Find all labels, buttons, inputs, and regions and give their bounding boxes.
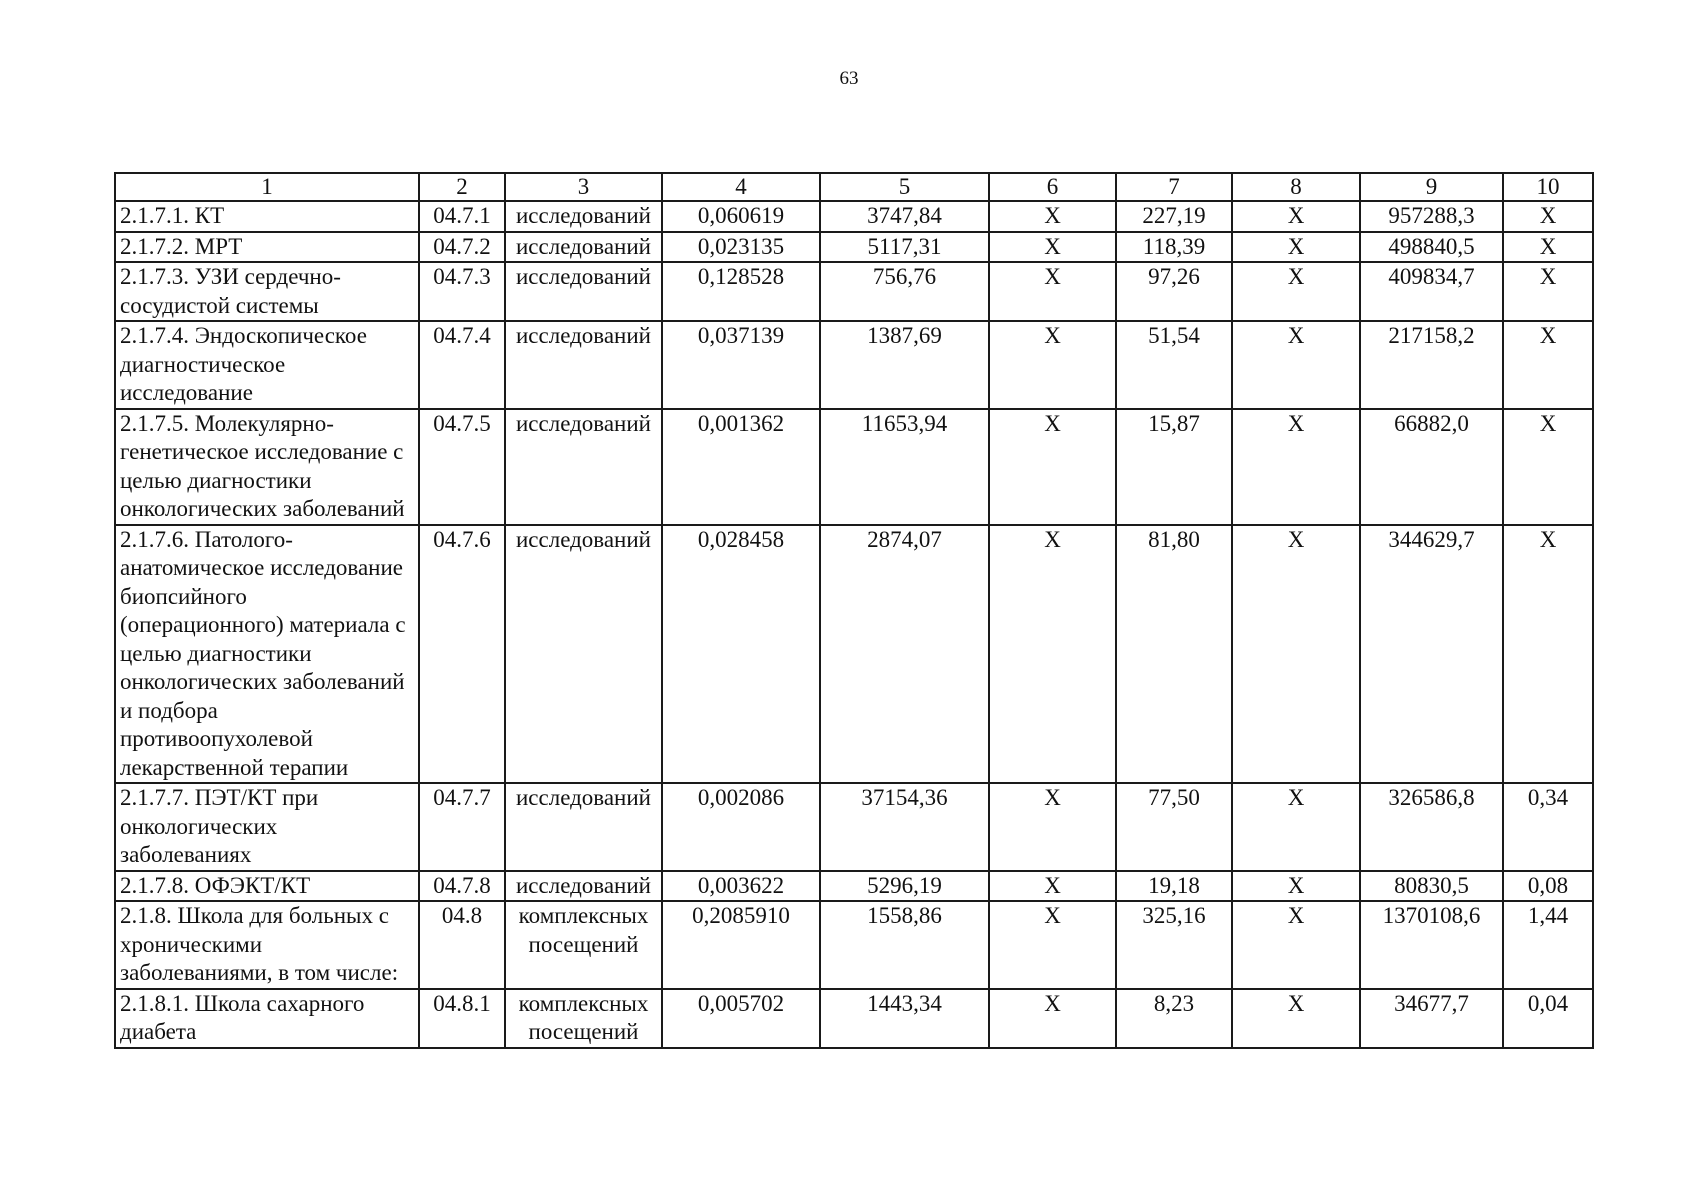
col8-cell: Х [1232, 201, 1360, 232]
code-cell: 04.7.1 [419, 201, 505, 232]
col8-cell: Х [1232, 901, 1360, 989]
row-name-cell: 2.1.8. Школа для больных с хроническими заболеваниями, в том числе: [115, 901, 419, 989]
col7-cell: 227,19 [1116, 201, 1232, 232]
unit-cell: комплексных посещений [505, 901, 662, 989]
table-row [115, 989, 1593, 1048]
volume-cell: 0,128528 [662, 262, 820, 321]
col10-cell: Х [1503, 201, 1593, 232]
table-header [115, 173, 1593, 201]
volume-cell: 0,003622 [662, 871, 820, 902]
unit-cell: исследований [505, 201, 662, 232]
col9-cell: 409834,7 [1360, 262, 1503, 321]
code-cell: 04.7.6 [419, 525, 505, 784]
col8-cell: Х [1232, 232, 1360, 263]
row-name-cell: 2.1.7.4. Эндоскопическое диагностическое исследование [115, 321, 419, 409]
column-header: 6 [989, 173, 1116, 201]
column-header: 3 [505, 173, 662, 201]
cost-cell: 5117,31 [820, 232, 989, 263]
column-header: 7 [1116, 173, 1232, 201]
col7-cell: 15,87 [1116, 409, 1232, 525]
table-row [115, 783, 1593, 871]
col7-cell: 51,54 [1116, 321, 1232, 409]
volume-cell: 0,023135 [662, 232, 820, 263]
cost-cell: 1387,69 [820, 321, 989, 409]
col7-cell: 77,50 [1116, 783, 1232, 871]
col6-cell: Х [989, 525, 1116, 784]
row-name-cell: 2.1.7.8. ОФЭКТ/КТ [115, 871, 419, 902]
col9-cell: 344629,7 [1360, 525, 1503, 784]
col9-cell: 66882,0 [1360, 409, 1503, 525]
col8-cell: Х [1232, 262, 1360, 321]
col10-cell: 0,34 [1503, 783, 1593, 871]
row-name-cell: 2.1.8.1. Школа сахарного диабета [115, 989, 419, 1048]
col10-cell: 0,08 [1503, 871, 1593, 902]
col8-cell: Х [1232, 525, 1360, 784]
column-header: 2 [419, 173, 505, 201]
col9-cell: 498840,5 [1360, 232, 1503, 263]
col7-cell: 81,80 [1116, 525, 1232, 784]
col8-cell: Х [1232, 321, 1360, 409]
unit-cell: исследований [505, 262, 662, 321]
page-number: 63 [839, 68, 859, 89]
col10-cell: Х [1503, 525, 1593, 784]
unit-cell: исследований [505, 783, 662, 871]
table-row [115, 321, 1593, 409]
col6-cell: Х [989, 409, 1116, 525]
header-row [115, 173, 1593, 201]
col9-cell: 80830,5 [1360, 871, 1503, 902]
col6-cell: Х [989, 321, 1116, 409]
col9-cell: 957288,3 [1360, 201, 1503, 232]
table-body [115, 201, 1593, 1048]
volume-cell: 0,060619 [662, 201, 820, 232]
cost-cell: 3747,84 [820, 201, 989, 232]
unit-cell: исследований [505, 409, 662, 525]
code-cell: 04.7.7 [419, 783, 505, 871]
col8-cell: Х [1232, 409, 1360, 525]
unit-cell: исследований [505, 232, 662, 263]
row-name-cell: 2.1.7.7. ПЭТ/КТ при онкологических заболеваниях [115, 783, 419, 871]
table-row [115, 409, 1593, 525]
table-row [115, 901, 1593, 989]
data-table [114, 172, 1594, 1049]
col9-cell: 1370108,6 [1360, 901, 1503, 989]
column-header: 1 [115, 173, 419, 201]
volume-cell: 0,001362 [662, 409, 820, 525]
col10-cell: 1,44 [1503, 901, 1593, 989]
unit-cell: исследований [505, 871, 662, 902]
row-name-cell: 2.1.7.2. МРТ [115, 232, 419, 263]
code-cell: 04.7.8 [419, 871, 505, 902]
col10-cell: 0,04 [1503, 989, 1593, 1048]
code-cell: 04.7.3 [419, 262, 505, 321]
col6-cell: Х [989, 989, 1116, 1048]
col6-cell: Х [989, 901, 1116, 989]
cost-cell: 37154,36 [820, 783, 989, 871]
cost-cell: 756,76 [820, 262, 989, 321]
code-cell: 04.7.4 [419, 321, 505, 409]
col7-cell: 97,26 [1116, 262, 1232, 321]
col7-cell: 325,16 [1116, 901, 1232, 989]
code-cell: 04.7.2 [419, 232, 505, 263]
col6-cell: Х [989, 201, 1116, 232]
table-row [115, 871, 1593, 902]
col7-cell: 19,18 [1116, 871, 1232, 902]
volume-cell: 0,028458 [662, 525, 820, 784]
column-header: 4 [662, 173, 820, 201]
unit-cell: исследований [505, 321, 662, 409]
table-row [115, 232, 1593, 263]
col9-cell: 34677,7 [1360, 989, 1503, 1048]
table-row [115, 201, 1593, 232]
column-header: 10 [1503, 173, 1593, 201]
cost-cell: 11653,94 [820, 409, 989, 525]
col7-cell: 118,39 [1116, 232, 1232, 263]
col8-cell: Х [1232, 871, 1360, 902]
code-cell: 04.7.5 [419, 409, 505, 525]
col6-cell: Х [989, 262, 1116, 321]
table-row [115, 525, 1593, 784]
row-name-cell: 2.1.7.3. УЗИ сердечно-сосудистой системы [115, 262, 419, 321]
col10-cell: Х [1503, 232, 1593, 263]
cost-cell: 1558,86 [820, 901, 989, 989]
col8-cell: Х [1232, 783, 1360, 871]
row-name-cell: 2.1.7.5. Молекулярно-генетическое исследование с целью диагностики онкологических заболеваний [115, 409, 419, 525]
code-cell: 04.8.1 [419, 989, 505, 1048]
col7-cell: 8,23 [1116, 989, 1232, 1048]
col6-cell: Х [989, 871, 1116, 902]
row-name-cell: 2.1.7.1. КТ [115, 201, 419, 232]
volume-cell: 0,005702 [662, 989, 820, 1048]
col9-cell: 217158,2 [1360, 321, 1503, 409]
row-name-cell: 2.1.7.6. Патолого-анатомическое исследование биопсийного (операционного) материала с целью диагностики онкологических заболеваний и подбора противоопухолевой лекарственной терапии [115, 525, 419, 784]
column-header: 5 [820, 173, 989, 201]
col10-cell: Х [1503, 321, 1593, 409]
col10-cell: Х [1503, 409, 1593, 525]
cost-cell: 1443,34 [820, 989, 989, 1048]
unit-cell: комплексных посещений [505, 989, 662, 1048]
col6-cell: Х [989, 783, 1116, 871]
code-cell: 04.8 [419, 901, 505, 989]
col9-cell: 326586,8 [1360, 783, 1503, 871]
cost-cell: 5296,19 [820, 871, 989, 902]
column-header: 8 [1232, 173, 1360, 201]
col8-cell: Х [1232, 989, 1360, 1048]
volume-cell: 0,2085910 [662, 901, 820, 989]
table-row [115, 262, 1593, 321]
cost-cell: 2874,07 [820, 525, 989, 784]
column-header: 9 [1360, 173, 1503, 201]
volume-cell: 0,002086 [662, 783, 820, 871]
volume-cell: 0,037139 [662, 321, 820, 409]
col10-cell: Х [1503, 262, 1593, 321]
col6-cell: Х [989, 232, 1116, 263]
unit-cell: исследований [505, 525, 662, 784]
